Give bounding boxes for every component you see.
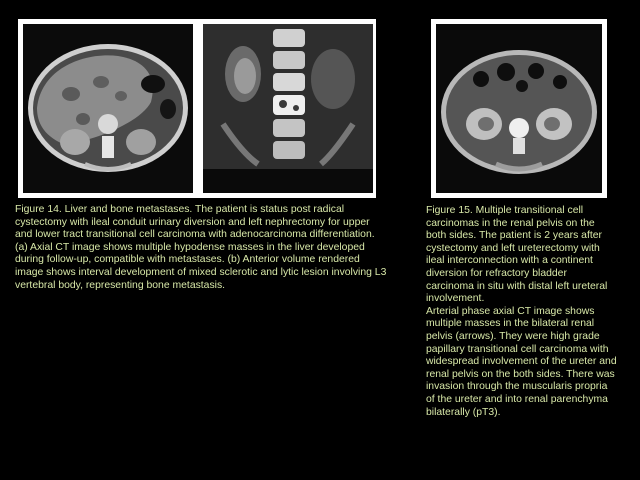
volume-rendered-spine-image — [203, 24, 373, 193]
figure-15-caption: Figure 15. Multiple transitional cell carcinomas in the renal pelvis on the both sides. The patient is 2 years after cystectomy and left ureterectomy with ileal interconnection with a continent diversion for refractory bladder carcinoma in situ with distal left ureteral involvement. Arterial phase axial CT image shows multiple masses in the bilateral renal pelvis (arrows). They were high grade papillary transitional cell carcinoma with widespread involvement of the ureter and renal pelvis on the both sides. There was invasion through the muscularis propria of the ureter and into renal parenchyma bilaterally (pT3). — [426, 205, 617, 418]
axial-ct-kidney-image — [436, 24, 602, 193]
figure-15-frame — [431, 19, 607, 198]
figure-14b-frame — [198, 19, 376, 198]
figure-14a-frame — [18, 19, 198, 198]
axial-ct-liver-image — [23, 24, 193, 193]
figure-14-caption: Figure 14. Liver and bone metastases. The patient is status post radical cystectomy with ileal conduit urinary diversion and left nephrectomy for upper and lower tract transitional cell carcinoma with adenocarcinoma differentiation. (a) Axial CT image shows multiple hypodense masses in the liver developed during follow-up, compatible with metastases. (b) Anterior volume rendered image shows interval development of mixed sclerotic and lytic lesion involving L3 vertebral body, representing bone metastasis. — [15, 204, 387, 291]
